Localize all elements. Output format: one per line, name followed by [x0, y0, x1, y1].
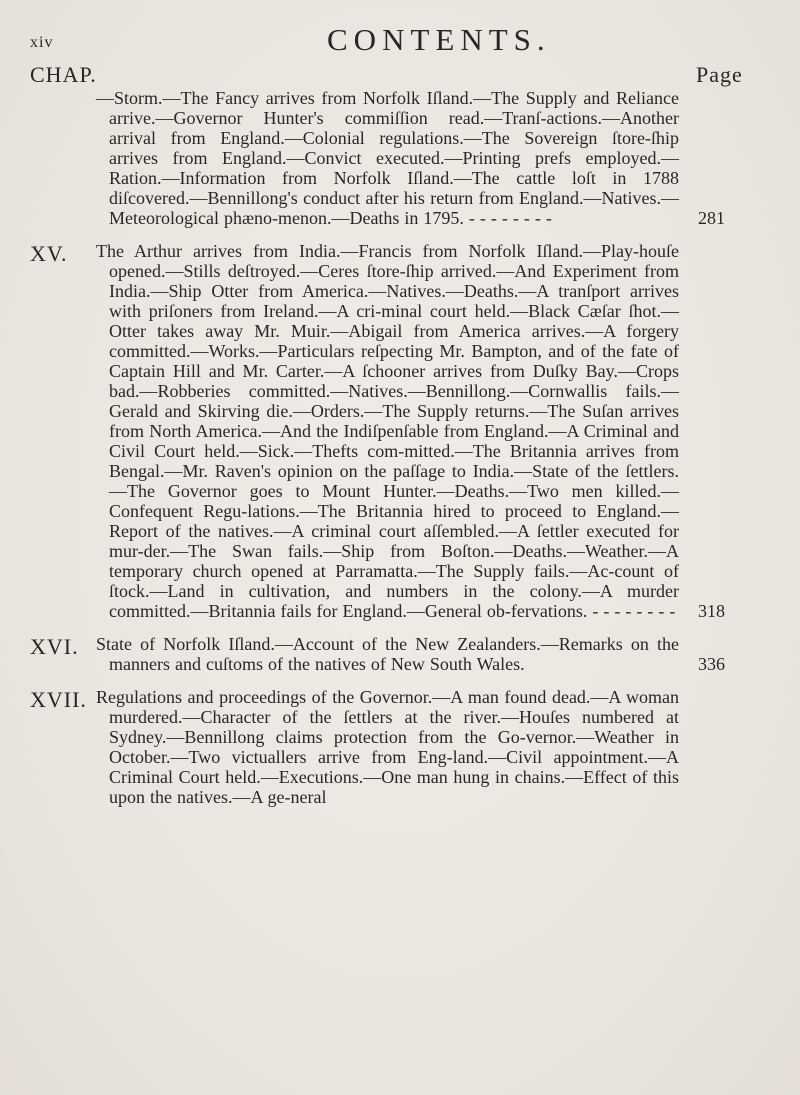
page-column-heading: Page	[696, 62, 743, 87]
toc-entry-xvii	[0, 687, 800, 807]
chapter-summary: —Storm.—The Fancy arrives from Norfolk Iſland.—The Supply and Reliance arrive.—Governor Hunter's commiſſion read.—Tranſ-actions.—Another arrival from England.—Colonial regulations.—The Sovereign ſtore-ſhip arrives from England.—Convict executed.—Printing prefs employed.—Ration.—Information from Norfolk Iſland.—The cattle loſt in 1788 diſcovered.—Bennillong's conduct after his return from England.—Natives.—Meteorological phæno-menon.—Deaths in 1795. - - - - - - - -	[96, 88, 679, 228]
page-title: CONTENTS.	[327, 22, 551, 57]
chapter-number: XVII.	[30, 687, 87, 712]
table-of-contents	[0, 88, 800, 820]
page-reference: 281	[698, 208, 725, 228]
chapter-summary: The Arthur arrives from India.—Francis from Norfolk Iſland.—Play-houſe opened.—Stills deſtroyed.—Ceres ſtore-ſhip arrived.—And Experiment from India.—Ship Otter from America.—Natives.—Deaths.—A tranſport arrives with priſoners from Ireland.—A cri-minal court held.—Black Cæſar ſhot.—Otter takes away Mr. Muir.—Abigail from America arrives.—A forgery committed.—Works.—Particulars reſpecting Mr. Bampton, and of the fate of Captain Hill and Mr. Carter.—A ſchooner arrives from Duſky Bay.—Crops bad.—Robberies committed.—Natives.—Bennillong.—Cornwallis fails.—Gerald and Skirving die.—Orders.—The Supply returns.—The Suſan arrives from North America.—And the Indiſpenſable from England.—A Criminal and Civil Court held.—Sick.—Thefts com-mitted.—The Britannia arrives from Bengal.—Mr. Raven's opinion on the paſſage to India.—State of the ſettlers.—The Governor goes to Mount Hunter.—Deaths.—Two men killed.—Confequent Regu-lations.—The Britannia hired to proceed to England.—Report of the natives.—A criminal court aſſembled.—A ſettler executed for mur-der.—The Swan fails.—Ship from Boſton.—Deaths.—Weather.—A temporary church opened at Parramatta.—The Supply fails.—Ac-count of ſtock.—Land in cultivation, and numbers in the colony.—A murder committed.—Britannia fails for England.—General ob-fervations. - - - - - - - -	[96, 241, 679, 621]
chapter-number: XV.	[30, 241, 68, 266]
chapter-column-heading: CHAP.	[30, 62, 97, 87]
toc-entry-xv	[0, 241, 800, 621]
toc-entry-xvi	[0, 634, 800, 674]
chapter-number: XVI.	[30, 634, 79, 659]
page-reference: 336	[698, 654, 725, 674]
page-number: xiv	[30, 34, 54, 51]
page-reference: 318	[698, 601, 725, 621]
running-head	[30, 22, 770, 62]
chapter-summary: Regulations and proceedings of the Governor.—A man found dead.—A woman murdered.—Character of the ſettlers at the river.—Houſes numbered at Sydney.—Bennillong claims protection from the Go-vernor.—Weather in October.—Two victuallers arrive from Eng-land.—Civil appointment.—A Criminal Court held.—Executions.—One man hung in chains.—Effect of this upon the natives.—A ge-neral	[96, 687, 679, 807]
toc-entry-continued	[0, 88, 800, 228]
chapter-summary: State of Norfolk Iſland.—Account of the New Zealanders.—Remarks on the manners and cuſtoms of the natives of New South Wales.	[96, 634, 679, 674]
